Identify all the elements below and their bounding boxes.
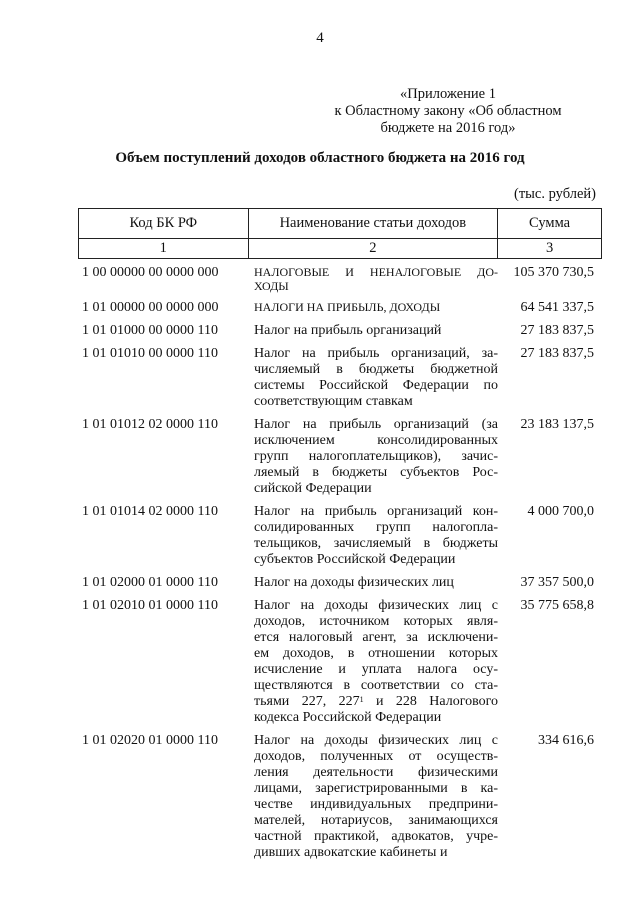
table-row [78, 265, 602, 293]
row-sum: 105 370 730,5 [513, 265, 594, 280]
row-name-line: числяемый в бюджеты бюджетной [254, 362, 498, 377]
header-code: Код БК РФ [79, 209, 249, 239]
row-name-line: ем доходов, в отношении которых [254, 646, 498, 661]
row-name-line: НАЛОГОВЫЕ И НЕНАЛОГОВЫЕ ДО- [254, 265, 498, 279]
table-row [78, 346, 602, 410]
row-name [254, 265, 498, 293]
row-code: 1 01 01010 00 0000 110 [82, 346, 218, 361]
header-name: Наименование статьи доходов [248, 209, 498, 239]
row-name-line: соответствующим ставкам [254, 394, 413, 409]
column-number-3: 3 [498, 239, 602, 259]
row-name [254, 417, 498, 497]
row-name-line: субъектов Российской Федерации [254, 552, 456, 567]
row-name-line: Налог на доходы физических лиц с [254, 733, 498, 748]
row-code: 1 01 02000 01 0000 110 [82, 575, 218, 590]
row-name-line: доходов, полученных от осуществ- [254, 749, 498, 764]
column-number-2: 2 [248, 239, 498, 259]
row-name-line: Налог на прибыль организаций кон- [254, 504, 498, 519]
table-row [78, 598, 602, 726]
row-name-line: Налог на доходы физических лиц [254, 575, 454, 590]
table-row [78, 323, 602, 339]
row-name-line: ХОДЫ [254, 279, 289, 293]
row-sum: 64 541 337,5 [520, 300, 594, 315]
row-name-line: Налог на прибыль организаций, за- [254, 346, 498, 361]
row-name-line: ляемый в бюджеты субъектов Рос- [254, 465, 498, 480]
appendix-line-1: «Приложение 1 [400, 86, 496, 102]
row-code: 1 01 02010 01 0000 110 [82, 598, 218, 613]
row-sum: 27 183 837,5 [520, 323, 594, 338]
row-code: 1 01 02020 01 0000 110 [82, 733, 218, 748]
row-name [254, 733, 498, 861]
row-code: 1 01 00000 00 0000 000 [82, 300, 219, 315]
units-label: (тыс. рублей) [514, 186, 596, 202]
table-header [78, 208, 602, 259]
row-code: 1 00 00000 00 0000 000 [82, 265, 219, 280]
row-name-line: исчисление и уплата налога осу- [254, 662, 498, 677]
row-sum: 4 000 700,0 [527, 504, 594, 519]
row-name-line: ществляются в соответствии со ста- [254, 678, 498, 693]
row-sum: 35 775 658,8 [520, 598, 594, 613]
row-name-line: Налог на доходы физических лиц с [254, 598, 498, 613]
row-sum: 23 183 137,5 [520, 417, 594, 432]
table-row [78, 575, 602, 591]
row-name-line: лицами, зарегистрированными в ка- [254, 781, 498, 796]
row-code: 1 01 01012 02 0000 110 [82, 417, 218, 432]
column-number-1: 1 [79, 239, 249, 259]
row-name-line: тельщиков, зачисляемый в бюджеты [254, 536, 498, 551]
row-code: 1 01 01014 02 0000 110 [82, 504, 218, 519]
row-name-line: тьями 227, $227^1$ и 228 Налогового [254, 694, 499, 709]
row-name [254, 504, 498, 568]
row-sum: 334 616,6 [538, 733, 594, 748]
row-name-line: доходов, источником которых явля- [254, 614, 498, 629]
header-sum: Сумма [498, 209, 602, 239]
row-name-line: групп налогоплательщиков), зачис- [254, 449, 498, 464]
document-title: Объем поступлений доходов областного бюджета на 2016 год [115, 150, 525, 166]
row-name-line: Налог на прибыль организаций [254, 323, 442, 338]
row-name-line: сийской Федерации [254, 481, 372, 496]
appendix-line-3: бюджете на 2016 год» [380, 120, 516, 136]
appendix-line-2: к Областному закону «Об областном [334, 103, 562, 119]
page-number: 4 [316, 30, 324, 46]
row-name-line: Налог на прибыль организаций (за [254, 417, 498, 432]
table-row [78, 417, 602, 497]
table-body [78, 265, 602, 868]
row-name [254, 323, 498, 339]
row-name-line: кодекса Российской Федерации [254, 710, 442, 725]
row-name [254, 346, 498, 410]
table-row [78, 733, 602, 861]
row-code: 1 01 01000 00 0000 110 [82, 323, 218, 338]
row-name-line: ления деятельности физическими [254, 765, 498, 780]
row-name [254, 300, 498, 316]
row-name [254, 598, 498, 726]
row-name-line: честве индивидуальных предприни- [254, 797, 498, 812]
row-name-line: исключением консолидированных [254, 433, 498, 448]
row-name-line: НАЛОГИ НА ПРИБЫЛЬ, ДОХОДЫ [254, 300, 441, 314]
row-name-line: мателей, нотариусов, занимающихся [254, 813, 498, 828]
row-sum: 37 357 500,0 [520, 575, 594, 590]
row-name-line: системы Российской Федерации по [254, 378, 498, 393]
row-name-line: ется налоговый агент, за исключени- [254, 630, 498, 645]
appendix-note [318, 86, 578, 137]
row-name-line: дивших адвокатские кабинеты и [254, 845, 448, 860]
table-row [78, 300, 602, 316]
row-name-line: солидированных групп налогопла- [254, 520, 498, 535]
table-row [78, 504, 602, 568]
row-name-line: частной практикой, адвокатов, учре- [254, 829, 498, 844]
row-name [254, 575, 498, 591]
row-sum: 27 183 837,5 [520, 346, 594, 361]
